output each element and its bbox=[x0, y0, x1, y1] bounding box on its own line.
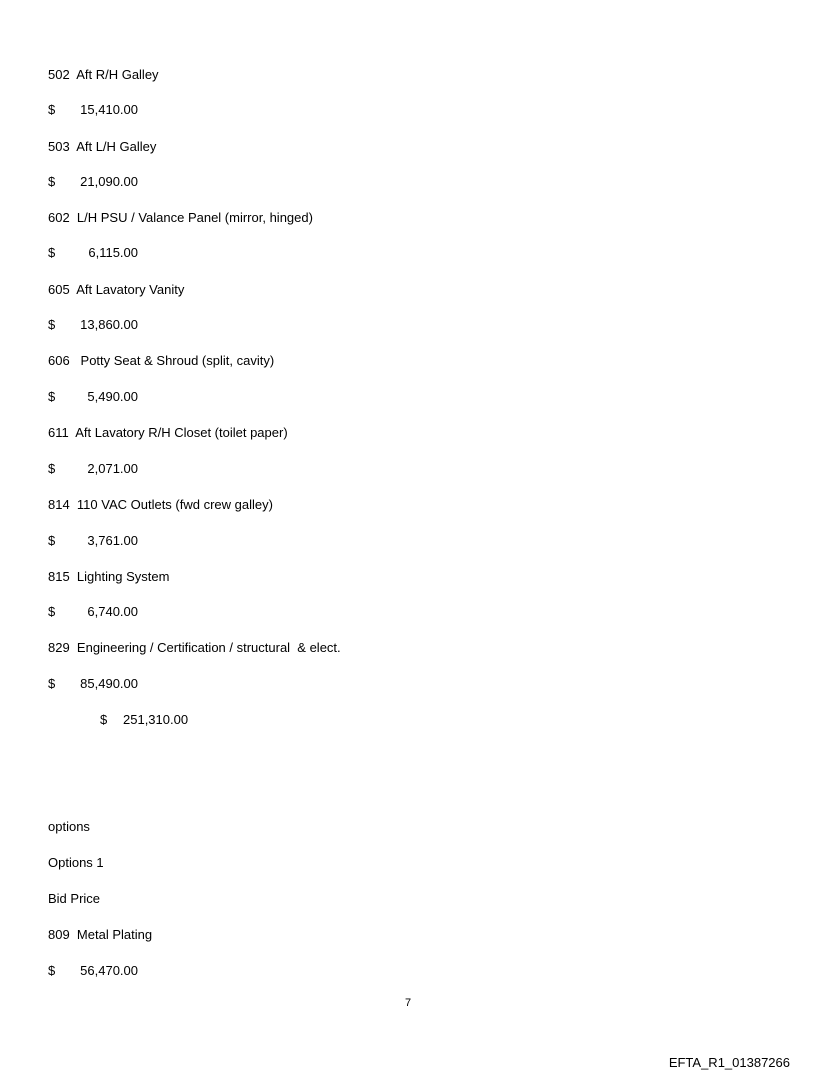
item-label: 611 Aft Lavatory R/H Closet (toilet paper) bbox=[48, 425, 288, 440]
item-price bbox=[48, 174, 248, 190]
currency-symbol: $ bbox=[48, 389, 56, 404]
amount-value: 13,860.00 bbox=[80, 317, 138, 332]
item-label: 502 Aft R/H Galley bbox=[48, 67, 159, 82]
item-price bbox=[48, 102, 248, 118]
amount-value: 2,071.00 bbox=[87, 461, 138, 476]
item-price bbox=[48, 604, 248, 620]
bid-price-label: Bid Price bbox=[48, 891, 101, 906]
currency-symbol: $ bbox=[100, 712, 108, 727]
amount-value: 6,740.00 bbox=[87, 604, 138, 619]
page-number: 7 bbox=[404, 997, 412, 1009]
item-price bbox=[48, 389, 248, 405]
currency-symbol: $ bbox=[48, 963, 56, 978]
total-price bbox=[100, 712, 300, 728]
option-item-label: 809 Metal Plating bbox=[48, 927, 153, 942]
item-price bbox=[48, 676, 248, 692]
option-item-price bbox=[48, 963, 248, 979]
currency-symbol: $ bbox=[48, 676, 56, 691]
amount-value: 6,115.00 bbox=[88, 245, 138, 260]
options-subheading: Options 1 bbox=[48, 855, 104, 870]
item-label: 815 Lighting System bbox=[48, 569, 170, 584]
item-label: 605 Aft Lavatory Vanity bbox=[48, 282, 185, 297]
currency-symbol: $ bbox=[48, 174, 56, 189]
item-label: 606 Potty Seat & Shroud (split, cavity) bbox=[48, 353, 275, 368]
item-label: 829 Engineering / Certification / structural & elect. bbox=[48, 640, 341, 655]
item-price bbox=[48, 533, 248, 549]
item-price bbox=[48, 461, 248, 477]
item-label: 602 L/H PSU / Valance Panel (mirror, hinged) bbox=[48, 210, 313, 225]
document-id: EFTA_R1_01387266 bbox=[668, 1055, 790, 1070]
item-label: 503 Aft L/H Galley bbox=[48, 139, 157, 154]
amount-value: 15,410.00 bbox=[80, 102, 138, 117]
amount-value: 56,470.00 bbox=[80, 963, 138, 978]
item-price bbox=[48, 245, 248, 261]
currency-symbol: $ bbox=[48, 461, 56, 476]
currency-symbol: $ bbox=[48, 317, 56, 332]
currency-symbol: $ bbox=[48, 604, 56, 619]
total-amount: 251,310.00 bbox=[123, 712, 189, 727]
options-heading: options bbox=[48, 819, 90, 834]
currency-symbol: $ bbox=[48, 533, 56, 548]
amount-value: 85,490.00 bbox=[80, 676, 138, 691]
amount-value: 3,761.00 bbox=[87, 533, 138, 548]
amount-value: 21,090.00 bbox=[80, 174, 138, 189]
currency-symbol: $ bbox=[48, 102, 56, 117]
item-price bbox=[48, 317, 248, 333]
currency-symbol: $ bbox=[48, 245, 56, 260]
item-label: 814 110 VAC Outlets (fwd crew galley) bbox=[48, 497, 273, 512]
amount-value: 5,490.00 bbox=[87, 389, 138, 404]
